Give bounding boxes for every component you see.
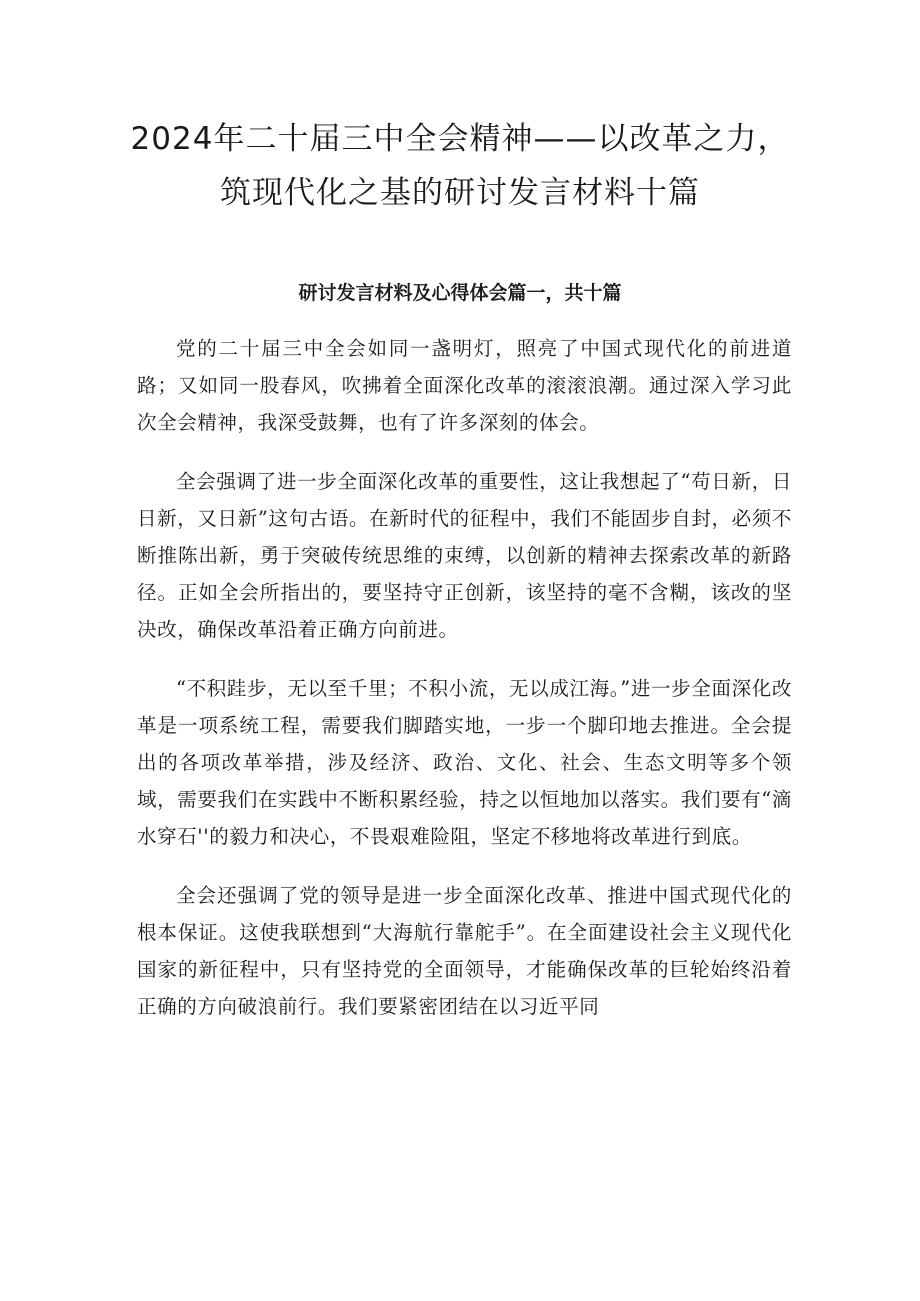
paragraph-3: “不积跬步，无以至千里；不积小流，无以成江海。”进一步全面深化改革是一项系统工程，需要我们脚踏实地，一步一个脚印地去推进。全会提出的各项改革举措，涉及经济、政治、文化、社会、生态文明等多个领域，需要我们在实践中不断积累经验，持之以恒地加以落实。我们要有“滴水穿石''的毅力和决心，不畏艰难险阻，坚定不移地将改革进行到底。: [137, 677, 792, 848]
paragraph-2: 全会强调了进一步全面深化改革的重要性，这让我想起了“苟日新，日日新，又日新”这句古语。在新时代的征程中，我们不能固步自封，必须不断推陈出新，勇于突破传统思维的束缚，以创新的精神去探索改革的新路径。正如全会所指出的，要坚持守正创新，该坚持的毫不含糊，该改的坚决改，确保改革沿着正确方向前进。: [137, 470, 792, 641]
document-body: [137, 330, 792, 1047]
paragraph-4: 全会还强调了党的领导是进一步全面深化改革、推进中国式现代化的根本保证。这使我联想到“大海航行靠舵手”。在全面建设社会主义现代化国家的新征程中，只有坚持党的全面领导，才能确保改革的巨轮始终沿着正确的方向破浪前行。我们要紧密团结在以习近平同: [137, 884, 792, 1018]
document-title: 2024年二十届三中全会精神——以改革之力，筑现代化之基的研讨发言材料十篇: [130, 121, 790, 211]
section-heading: 研讨发言材料及心得体会篇一，共十篇: [298, 282, 622, 304]
paragraph-1: 党的二十届三中全会如同一盏明灯，照亮了中国式现代化的前进道路；又如同一股春风，吹拂着全面深化改革的滚滚浪潮。通过深入学习此次全会精神，我深受鼓舞，也有了许多深刻的体会。: [137, 337, 792, 434]
